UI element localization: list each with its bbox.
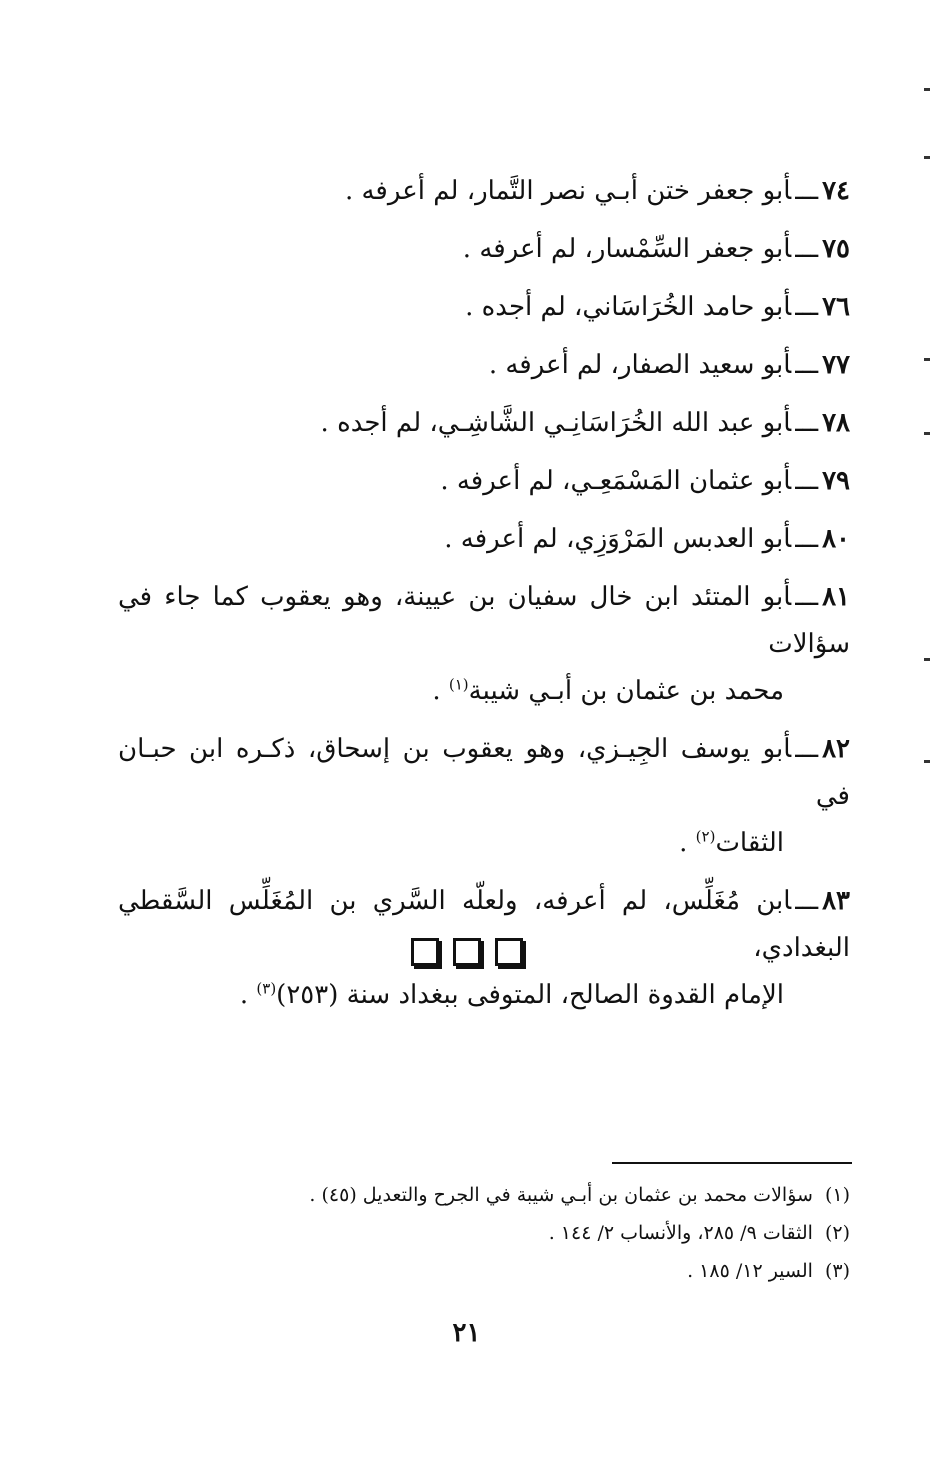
entry-text: أبو يوسف الجِيـزي، وهو يعقوب بن إسحاق، ذكـره ابن حبـان في	[118, 734, 850, 811]
entry-dash: ـــ	[795, 350, 819, 380]
footnote-3	[200, 1252, 850, 1290]
entry-text: أبو حامد الخُرَاسَاني، لم أجده .	[465, 292, 792, 322]
entry-dash: ـــ	[795, 234, 819, 264]
footnote-number: (٣)	[824, 1260, 850, 1282]
entry-text: ابن مُغَلِّس، لم أعرفه، ولعلّه السَّري بن المُغَلِّس السَّقطي البغدادي،	[118, 886, 850, 963]
entry-number: ٨٣	[822, 886, 850, 916]
entry-text: أبو جعفر السِّمْسار، لم أعرفه .	[462, 234, 792, 264]
entry-number: ٨٠	[822, 524, 850, 554]
footnote-separator	[612, 1162, 852, 1164]
entry-tail: .	[432, 676, 449, 706]
entry-number: ٧٦	[822, 292, 850, 322]
entry-dash: ـــ	[795, 292, 819, 322]
edge-mark	[924, 760, 930, 763]
square-ornament-icon	[453, 938, 481, 966]
square-ornament-icon	[495, 938, 523, 966]
edge-mark	[924, 88, 930, 91]
entry-text: أبو عبد الله الخُرَاسَانِـي الشَّاشِـي، لم أجده .	[320, 408, 792, 438]
footnote-1	[200, 1176, 850, 1214]
footnote-text: السير ١٢/ ١٨٥ .	[687, 1260, 813, 1282]
entry-text: أبو جعفر ختن أبـي نصر التَّمار، لم أعرفه .	[344, 176, 792, 206]
entry-dash: ـــ	[795, 524, 819, 554]
footnote-ref: (٢)	[695, 827, 716, 846]
entry-text: أبو العدبس المَرْوَزِي، لم أعرفه .	[444, 524, 792, 554]
entry-cont-text: الثقات	[715, 828, 784, 858]
footnote-text: سؤالات محمد بن عثمان بن أبـي شيبة في الجرح والتعديل (٤٥) .	[309, 1184, 813, 1206]
entry-text: أبو عثمان المَسْمَعِـي، لم أعرفه .	[440, 466, 792, 496]
entries-list	[118, 168, 850, 1030]
entry-dash: ـــ	[795, 582, 819, 612]
entry-79	[118, 458, 850, 505]
page-number: ٢١	[452, 1318, 481, 1348]
entry-dash: ـــ	[795, 408, 819, 438]
entry-82	[118, 726, 850, 867]
edge-mark	[924, 432, 930, 435]
entry-81	[118, 574, 850, 715]
entry-text: أبو سعيد الصفار، لم أعرفه .	[488, 350, 792, 380]
square-ornament-icon	[411, 938, 439, 966]
entry-continuation	[118, 668, 850, 715]
entry-78	[118, 400, 850, 447]
entry-number: ٧٤	[822, 176, 850, 206]
entry-dash: ـــ	[795, 466, 819, 496]
entry-dash: ـــ	[795, 176, 819, 206]
entry-number: ٧٧	[822, 350, 850, 380]
entry-cont-text: الإمام القدوة الصالح، المتوفى ببغداد سنة (٢٥٣)	[276, 980, 784, 1010]
entry-dash: ـــ	[795, 886, 819, 916]
edge-mark	[924, 358, 930, 361]
edge-mark	[924, 156, 930, 159]
footnote-2	[200, 1214, 850, 1252]
entry-number: ٧٨	[822, 408, 850, 438]
footnote-text: الثقات ٩/ ٢٨٥، والأنساب ٢/ ١٤٤ .	[548, 1222, 813, 1244]
footnotes	[200, 1176, 850, 1290]
entry-tail: .	[239, 980, 257, 1010]
entry-76	[118, 284, 850, 331]
entry-text: أبو المتئد ابن خال سفيان بن عيينة، وهو يعقوب كما جاء في سؤالات	[118, 582, 850, 659]
entry-number: ٨١	[822, 582, 850, 612]
entry-77	[118, 342, 850, 389]
section-end-ornament	[0, 938, 933, 970]
edge-mark	[924, 658, 930, 661]
entry-cont-text: محمد بن عثمان بن أبـي شيبة	[468, 676, 784, 706]
entry-number: ٧٩	[822, 466, 850, 496]
entry-74	[118, 168, 850, 215]
footnote-ref: (١)	[448, 675, 469, 694]
entry-tail: .	[679, 828, 696, 858]
entry-number: ٨٢	[822, 734, 850, 764]
entry-continuation	[118, 820, 850, 867]
entry-80	[118, 516, 850, 563]
entry-75	[118, 226, 850, 273]
entry-number: ٧٥	[822, 234, 850, 264]
entry-dash: ـــ	[795, 734, 819, 764]
footnote-ref: (٣)	[256, 979, 277, 998]
footnote-number: (٢)	[824, 1222, 850, 1244]
footnote-number: (١)	[824, 1184, 850, 1206]
entry-continuation	[118, 972, 850, 1019]
